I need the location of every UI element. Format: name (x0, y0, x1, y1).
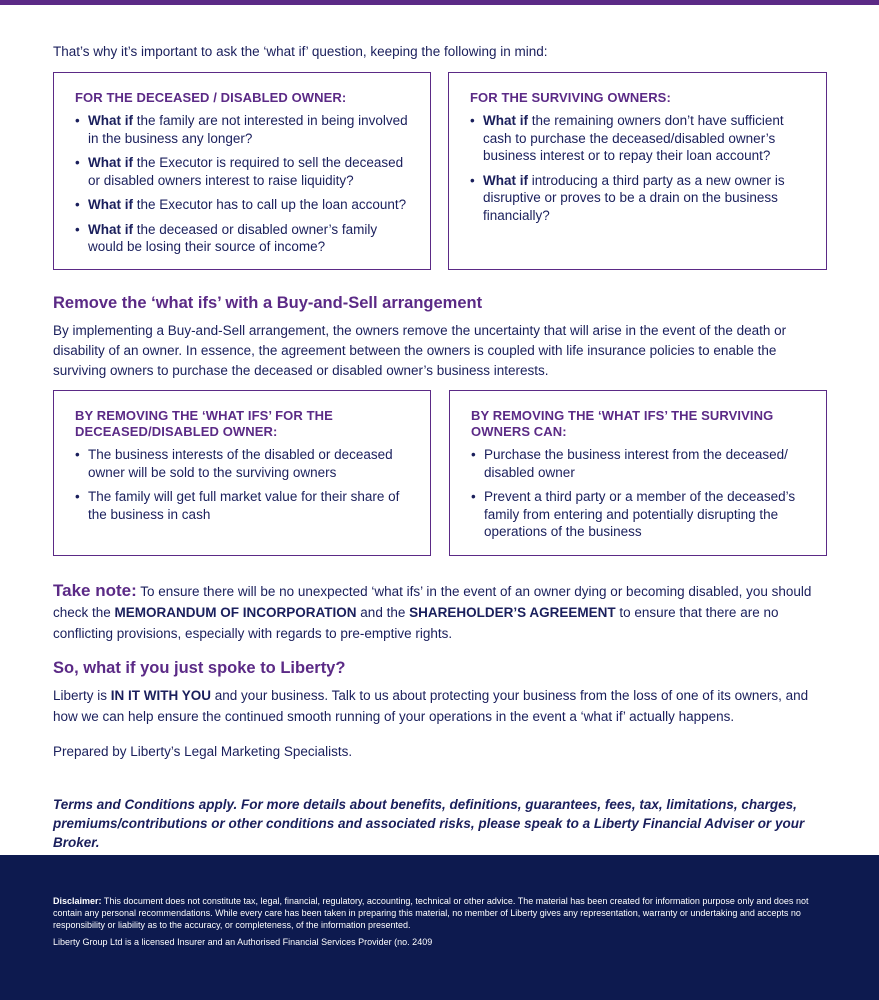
licence-statement: Liberty Group Ltd is a licensed Insurer and an Authorised Financial Services Provider (no. 2409 (53, 937, 433, 947)
removing-deceased-list (75, 446, 410, 523)
list-item: • Prevent a third party or a member of the deceased’s family from entering and potentially disrupting the operations of the business (471, 488, 806, 541)
top-accent-bar (0, 0, 879, 5)
what-if-lead: What if (88, 113, 133, 128)
what-if-lead: What if (88, 197, 133, 212)
list-item (75, 196, 410, 214)
take-note-text: To ensure there will be no unexpected ‘what ifs’ in the event of an owner dying or becoming disabled, you should check the (53, 584, 812, 620)
removing-surviving-box (449, 390, 827, 556)
buy-sell-heading: Remove the ‘what ifs’ with a Buy-and-Sell arrangement (53, 294, 483, 312)
liberty-text: Liberty is (53, 688, 111, 703)
take-note-text: and the (356, 605, 410, 620)
liberty-heading: So, what if you just spoke to Liberty? (53, 659, 346, 677)
disclaimer (53, 895, 828, 931)
list-item: • The family will get full market value for their share of the business in cash (75, 488, 410, 523)
what-if-lead: What if (88, 155, 133, 170)
list-item (75, 221, 410, 256)
list-item-text: the deceased or disabled owner’s family would be losing their source of income? (88, 221, 378, 254)
list-item (75, 154, 410, 189)
list-item: • Purchase the business interest from the deceased/ disabled owner (471, 446, 806, 481)
memorandum-term: MEMORANDUM OF INCORPORATION (114, 605, 357, 620)
disclaimer-label: Disclaimer: (53, 896, 102, 906)
removing-surviving-heading: BY REMOVING THE ‘WHAT IFS’ THE SURVIVING OWNERS CAN: (471, 408, 774, 439)
list-item-text: introducing a third party as a new owner is disruptive or proves to be a drain on the business financially? (483, 172, 785, 223)
liberty-paragraph (53, 685, 833, 727)
deceased-owner-heading: FOR THE DECEASED / DISABLED OWNER: (75, 90, 347, 105)
disclaimer-text: This document does not constitute tax, legal, financial, regulatory, accounting, technical or other advice. The material has been created for information purpose only and does not contain any personal recommendations. While every care has been taken in preparing this material, no member of Liberty gives any representation, warranty or undertaking and accepts no responsibility or liability as to the accuracy, or completeness, of the information presented. (53, 896, 809, 930)
terms-and-conditions: Terms and Conditions apply. For more details about benefits, definitions, guarantees, fees, tax, limitations, charges, premiums/contributions or other conditions and associated risks, please speak to a Liberty Financial Adviser or your Broker. (53, 797, 805, 850)
take-note-text: to ensure that there are no conflicting provisions, especially with regards to pre-emptive rights. (53, 605, 779, 641)
what-if-lead: What if (88, 221, 133, 237)
removing-deceased-box (53, 390, 431, 556)
intro-text: That’s why it’s important to ask the ‘what if’ question, keeping the following in mind: (53, 44, 548, 59)
deceased-owner-list (75, 112, 410, 256)
list-item-text: the family are not interested in being involved in the business any longer? (88, 113, 408, 146)
liberty-text: and your business. Talk to us about protecting your business from the loss of one of its owners, and how we can help ensure the continued smooth running of your operations in the event a ‘what if’ actually happens. (53, 688, 809, 724)
what-if-lead: What if (483, 113, 528, 128)
surviving-owners-box (448, 72, 827, 270)
deceased-owner-box (53, 72, 431, 270)
list-item (470, 172, 806, 225)
list-item-text: the Executor is required to sell the deceased or disabled owners interest to raise liquidity? (88, 155, 404, 188)
what-if-lead: What if (483, 172, 528, 188)
list-item (75, 112, 410, 147)
prepared-by: Prepared by Liberty’s Legal Marketing Specialists. (53, 744, 353, 759)
list-item (470, 112, 806, 165)
take-note-paragraph (53, 580, 833, 644)
list-item: • The business interests of the disabled or deceased owner will be sold to the surviving owners (75, 446, 410, 481)
list-item-text: the Executor has to call up the loan account? (133, 197, 407, 212)
surviving-owners-heading: FOR THE SURVIVING OWNERS: (470, 90, 671, 105)
list-item-text: the remaining owners don’t have sufficient cash to purchase the deceased/disabled owner’s business interest or to repay their loan account? (483, 113, 784, 163)
buy-sell-paragraph: By implementing a Buy-and-Sell arrangement, the owners remove the uncertainty that will arise in the event of the death or disability of an owner. In essence, the agreement between the owners is coupled with life insurance policies to enable the surviving owners to purchase the deceased or disabled owner’s business interests. (53, 323, 787, 378)
surviving-owners-list (470, 112, 806, 224)
take-note-label: Take note: (53, 581, 137, 600)
removing-deceased-heading: BY REMOVING THE ‘WHAT IFS’ FOR THE DECEASED/DISABLED OWNER: (75, 408, 333, 439)
in-it-with-you: IN IT WITH YOU (110, 688, 212, 703)
removing-surviving-list (471, 446, 806, 541)
shareholder-agreement-term: SHAREHOLDER’S AGREEMENT (409, 605, 616, 620)
